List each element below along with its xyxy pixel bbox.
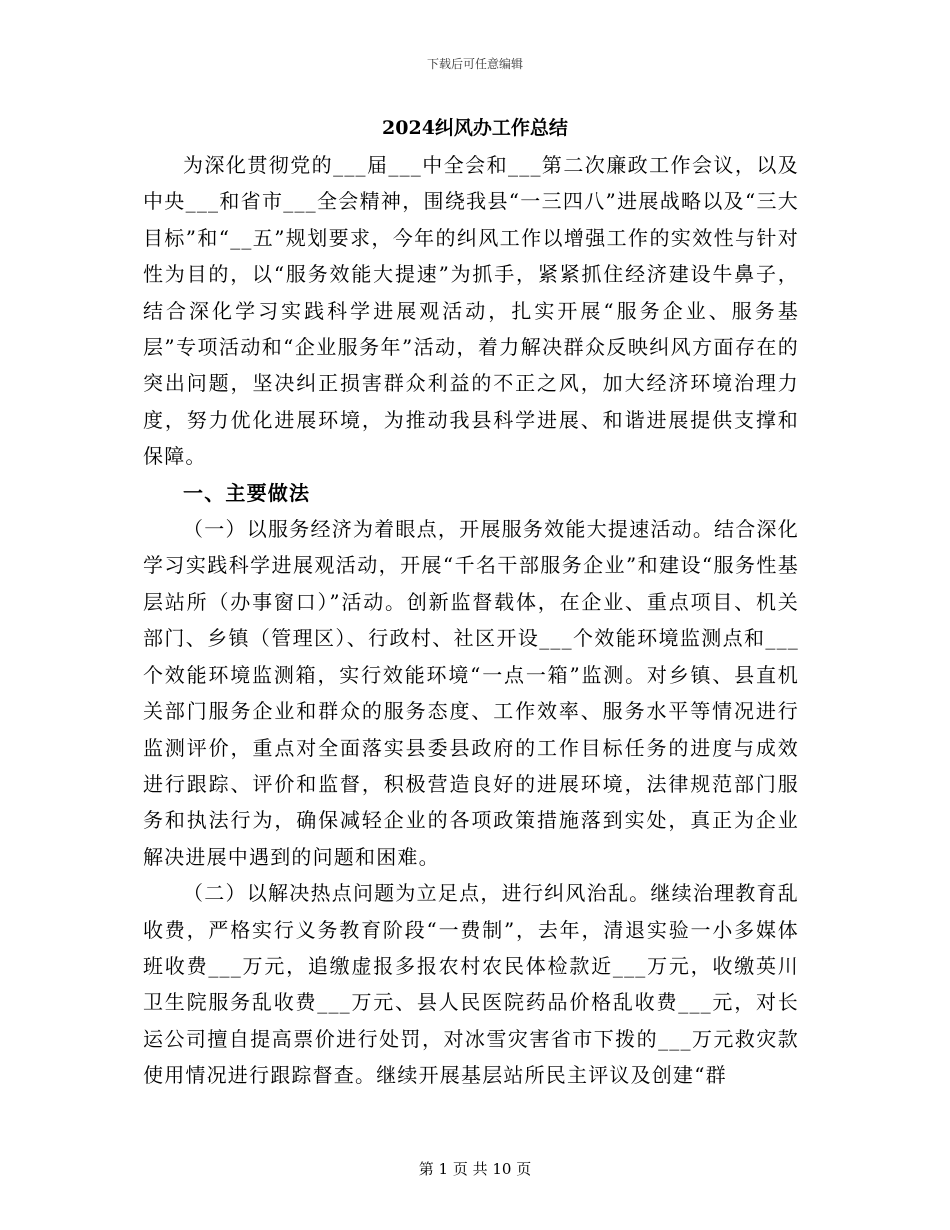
paragraph-intro: 为深化贯彻党的___届___中全会和___第二次廉政工作会议，以及中央___和省市___全会精神，围绕我县“一三四八”进展战略以及“三大目标”和“__五”规划要求，今年的纠风工作以增强工作的实效性与针对性为目的，以“服务效能大提速”为抓手，紧紧抓住经济建设牛鼻子，结合深化学习实践科学进展观活动，扎实开展“服务企业、服务基层”专项活动和“企业服务年”活动，着力解决群众反映纠风方面存在的突出问题，坚决纠正损害群众利益的不正之风，加大经济环境治理力度，努力优化进展环境，为推动我县科学进展、和谐进展提供支撑和保障。 [143, 153, 799, 469]
section-heading: 一、主要做法 [183, 480, 311, 505]
page-footer: 第 1 页 共 10 页 [418, 1160, 532, 1178]
document-title: 2024纠风办工作总结 [382, 117, 568, 139]
paragraph-item-2: （二）以解决热点问题为立足点，进行纠风治乱。继续治理教育乱收费，严格实行义务教育阶段“一费制”，去年，清退实验一小多媒体班收费___万元，追缴虚报多报农村农民体检款近___万元，收缴英川卫生院服务乱收费___万元、县人民医院药品价格乱收费___元，对长运公司擅自提高票价进行处罚，对冰雪灾害省市下拨的___万元救灾款使用情况进行跟踪督查。继续开展基层站所民主评议及创建“群 [143, 881, 799, 1088]
header-note: 下载后可任意编辑 [426, 57, 523, 71]
document-body [143, 147, 799, 1094]
paragraph-item-1: （一）以服务经济为着眼点，开展服务效能大提速活动。结合深化学习实践科学进展观活动，开展“千名干部服务企业”和建设“服务性基层站所（办事窗口）”活动。创新监督载体，在企业、重点项目、机关部门、乡镇（管理区）、行政村、社区开设___个效能环境监测点和___个效能环境监测箱，实行效能环境“一点一箱”监测。对乡镇、县直机关部门服务企业和群众的服务态度、工作效率、服务水平等情况进行监测评价，重点对全面落实县委县政府的工作目标任务的进度与成效进行跟踪、评价和监督，积极营造良好的进展环境，法律规范部门服务和执法行为，确保减轻企业的各项政策措施落到实处，真正为企业解决进展中遇到的问题和困难。 [143, 517, 799, 869]
